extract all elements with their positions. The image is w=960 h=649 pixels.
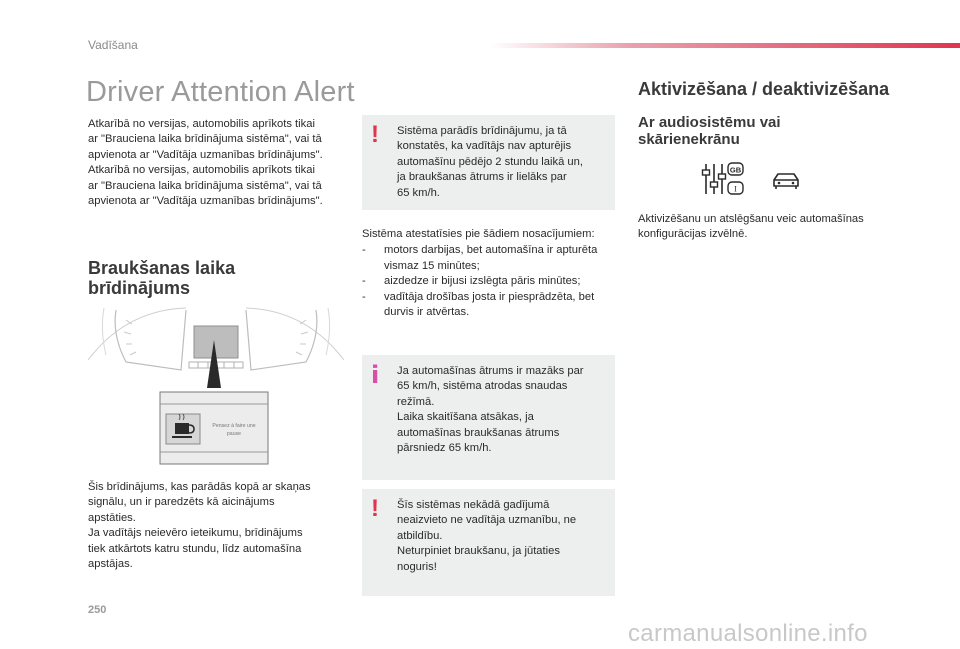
page-number: 250	[88, 604, 107, 616]
intro-line: apvienota ar "Vadītāja uzmanības brīdinājums".	[88, 195, 323, 208]
info-icon: i	[371, 361, 380, 389]
alert-description	[88, 480, 350, 572]
warning-exclamation-icon: !	[371, 495, 379, 522]
info-line: režīmā.	[397, 395, 435, 408]
intro-line: apvienota ar "Vadītāja uzmanības brīdinājums".	[88, 148, 323, 161]
settings-icons	[700, 160, 810, 200]
info-line: Laika skaitīšana atsākas, ja	[397, 411, 534, 424]
info-line: pārsniedz 65 km/h.	[397, 442, 492, 455]
language-label: GB	[729, 165, 742, 175]
paragraph-line: signālu, un ir paredzēts kā aicinājums	[88, 496, 275, 509]
list-dash: -	[362, 244, 366, 257]
paragraph-line: Aktivizēšanu un atslēgšanu veic automašīnas	[638, 213, 864, 225]
intro-line: ar "Brauciena laika brīdinājuma sistēma", vai tā	[88, 133, 322, 146]
info-line: Ja automašīnas ātrums ir mazāks par	[397, 365, 584, 377]
heading-line: brīdinājums	[88, 278, 191, 298]
car-icon	[774, 174, 798, 189]
intro-line: Atkarībā no versijas, automobilis aprīkots tikai	[88, 118, 315, 130]
list-item	[362, 290, 618, 321]
warning-line: atbildību.	[397, 529, 443, 542]
warning-line: Sistēma parādīs brīdinājumu, ja tā	[397, 125, 567, 137]
settings-sliders-icon	[703, 164, 726, 194]
intro-line: ar "Brauciena laika brīdinājuma sistēma", vai tā	[88, 179, 322, 192]
info-text	[397, 364, 607, 456]
warning-text	[397, 498, 607, 575]
conditions-lead: Sistēma atestatīsies pie šādiem nosacījumiem:	[362, 228, 595, 240]
paragraph-line: tiek atkārtots katru stundu, līdz automašīna	[88, 542, 302, 555]
warning-line: Šīs sistēmas nekādā gadījumā	[397, 499, 550, 511]
list-item	[362, 243, 618, 274]
header-rule	[490, 43, 960, 48]
warning-line: 65 km/h.	[397, 186, 440, 199]
paragraph-line: Ja vadītājs neievēro ieteikumu, brīdinājums	[88, 527, 303, 540]
list-line: vadītāja drošības josta ir piesprādzēta, bet	[384, 290, 595, 303]
info-line: 65 km/h, sistēma atrodas snaudas	[397, 380, 568, 393]
list-dash: -	[362, 275, 366, 288]
intro-line: Atkarībā no versijas, automobilis aprīkots tikai	[88, 164, 315, 177]
section-label: Vadīšana	[88, 38, 138, 52]
paragraph-line: Šis brīdinājums, kas parādās kopā ar skaņas	[88, 481, 311, 493]
activation-description	[638, 212, 898, 243]
warning-line: konstatēs, ka vadītājs nav apturējis	[397, 140, 572, 153]
conditions-list	[362, 243, 618, 320]
section-heading-drive-time	[88, 258, 328, 298]
section-heading-activation: Aktivizēšana / deaktivizēšana	[638, 79, 890, 99]
paragraph-line: apstājas.	[88, 558, 133, 571]
info-line: automašīnas braukšanas ātrums	[397, 426, 560, 439]
list-line: durvis ir atvērtas.	[384, 306, 470, 319]
watermark: carmanualsonline.info	[628, 620, 868, 647]
warning-exclamation-icon: !	[371, 121, 379, 148]
warning-line: Neturpiniet braukšanu, ja jūtaties	[397, 545, 560, 558]
list-line: vismaz 15 minūtes;	[384, 259, 480, 272]
info-box-standby	[362, 355, 615, 480]
subheading-line: skārienekrānu	[638, 131, 740, 148]
warning-text	[397, 124, 607, 201]
list-line: aizdedze ir bijusi izslēgta pāris minūtes;	[384, 275, 581, 288]
info-badge-label: I	[734, 184, 737, 194]
list-item	[362, 274, 618, 289]
paragraph-line: apstāties.	[88, 511, 136, 524]
subheading-audio-touchscreen	[638, 114, 838, 148]
warning-box-stop	[362, 115, 615, 210]
warning-line: neaizvieto ne vadītāja uzmanību, ne	[397, 514, 577, 527]
panel-text: Pensez à faire une	[212, 423, 256, 429]
reset-conditions	[362, 227, 618, 320]
list-dash: -	[362, 290, 366, 303]
intro-paragraph	[88, 117, 350, 209]
warning-line: automašīnu pēdējo 2 stundu laikā un,	[397, 155, 583, 168]
heading-line: Braukšanas laika	[88, 258, 236, 278]
panel-text: pause	[226, 431, 242, 437]
list-line: motors darbijas, bet automašīna ir apturēta	[384, 244, 598, 257]
warning-line: noguris!	[397, 560, 437, 573]
instrument-cluster-illustration	[86, 300, 346, 470]
warning-line: ja braukšanas ātrums ir lielāks par	[397, 171, 567, 184]
subheading-line: Ar audiosistēmu vai	[638, 114, 781, 131]
page-title: Driver Attention Alert	[86, 76, 355, 108]
paragraph-line: konfigurācijas izvēlnē.	[638, 228, 748, 241]
warning-box-responsibility	[362, 489, 615, 596]
